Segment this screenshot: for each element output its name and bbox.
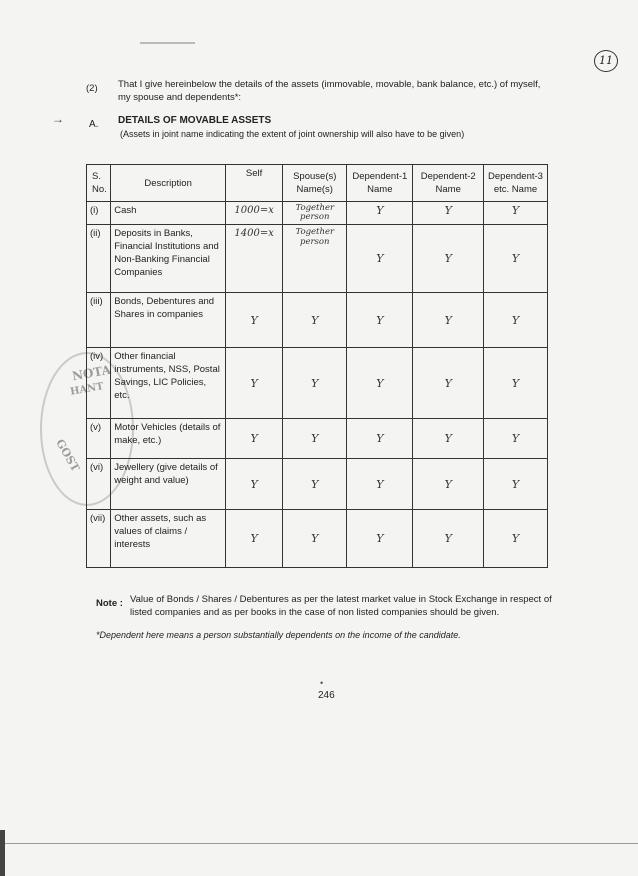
stamp-text-3: GOST bbox=[53, 437, 82, 474]
handwritten-dependent-1: Y bbox=[376, 376, 384, 390]
handwritten-dependent-3: Y bbox=[511, 477, 520, 491]
row-description: Bonds, Debentures and Shares in companies bbox=[111, 293, 226, 348]
handwritten-self: Y bbox=[250, 432, 258, 445]
handwritten-dependent-2: Y bbox=[444, 477, 452, 491]
row-sno: (i) bbox=[87, 202, 111, 225]
table-row bbox=[87, 459, 548, 510]
handwritten-spouse: Y bbox=[311, 376, 319, 390]
handwritten-dependent-2: Y bbox=[444, 432, 452, 445]
note-text: Value of Bonds / Shares / Debentures as per the latest market value in Stock Exchange in respect of listed companies and as per books in the case of non listed companies should be given. bbox=[130, 594, 552, 618]
page-number: 246 bbox=[318, 690, 335, 701]
row-description: Cash bbox=[111, 202, 226, 225]
handwritten-dependent-3: Y bbox=[511, 376, 520, 390]
handwritten-dependent-2: Y bbox=[444, 252, 452, 265]
table-row bbox=[87, 348, 548, 419]
row-sno: (ii) bbox=[87, 225, 111, 293]
handwritten-self: Y bbox=[250, 532, 258, 545]
row-description: Other financial instruments, NSS, Postal Savings, LIC Policies, etc. bbox=[111, 348, 226, 419]
handwritten-spouse: Y bbox=[311, 477, 319, 491]
section-letter: A. bbox=[89, 119, 99, 130]
stamp-text-2: HANT bbox=[69, 381, 105, 398]
row-sno: (iii) bbox=[87, 293, 111, 348]
handwritten-dependent-3: Y bbox=[511, 532, 520, 545]
header-description: Description bbox=[111, 165, 226, 202]
header-dependent-3: Dependent-3 etc. Name bbox=[483, 165, 547, 202]
table-row bbox=[87, 202, 548, 225]
handwritten-dependent-2: Y bbox=[444, 376, 452, 390]
table-row bbox=[87, 293, 548, 348]
header-dependent-2: Dependent-2 Name bbox=[413, 165, 484, 202]
handwritten-dependent-3: Y bbox=[511, 252, 520, 265]
header-spouse: Spouse(s) Name(s) bbox=[283, 165, 347, 202]
row-description: Motor Vehicles (details of make, etc.) bbox=[111, 419, 226, 459]
handwritten-spouse: Y bbox=[311, 532, 319, 545]
scan-smudge bbox=[140, 42, 195, 44]
row-description: Other assets, such as values of claims / interests bbox=[111, 510, 226, 568]
row-description: Deposits in Banks, Financial Institutions and Non-Banking Financial Companies bbox=[111, 225, 226, 293]
handwritten-self: 1000=x bbox=[234, 205, 274, 216]
dependent-footnote: *Dependent here means a person substantially dependents on the income of the candidate. bbox=[96, 630, 461, 640]
table-row bbox=[87, 419, 548, 459]
handwritten-dependent-1: Y bbox=[376, 313, 384, 327]
table-row bbox=[87, 510, 548, 568]
row-sno: (v) bbox=[87, 419, 111, 459]
handwritten-self: Y bbox=[250, 376, 258, 390]
section-title: DETAILS OF MOVABLE ASSETS bbox=[118, 115, 272, 126]
header-dependent-1: Dependent-1 Name bbox=[347, 165, 413, 202]
handwritten-dependent-3: Y bbox=[511, 204, 520, 217]
row-sno: (vii) bbox=[87, 510, 111, 568]
page-mark: • bbox=[320, 678, 324, 688]
scan-edge-line bbox=[0, 843, 638, 844]
movable-assets-table bbox=[86, 164, 548, 568]
handwritten-dependent-2: Y bbox=[444, 532, 452, 545]
note-label: Note : bbox=[96, 598, 123, 609]
handwritten-self: Y bbox=[250, 313, 258, 327]
row-sno: (iv) bbox=[87, 348, 111, 419]
handwritten-spouse: Y bbox=[311, 432, 319, 445]
paragraph-text: That I give hereinbelow the details of the assets (immovable, movable, bank balance, etc.) of myself, my spouse and dependents*: bbox=[118, 79, 541, 103]
header-sno: S. No. bbox=[87, 165, 111, 202]
circled-page-number: 11 bbox=[594, 50, 618, 72]
handwritten-dependent-3: Y bbox=[511, 432, 520, 445]
table-row bbox=[87, 225, 548, 293]
row-sno: (vi) bbox=[87, 459, 111, 510]
handwritten-dependent-2: Y bbox=[444, 313, 452, 327]
handwritten-dependent-1: Y bbox=[376, 252, 384, 265]
handwritten-dependent-1: Y bbox=[376, 532, 384, 545]
handwritten-dependent-1: Y bbox=[376, 204, 384, 217]
handwritten-self: 1400=x bbox=[234, 228, 274, 239]
handwritten-spouse: Together person bbox=[295, 227, 335, 247]
handwritten-self: Y bbox=[250, 477, 258, 491]
margin-arrow-mark: → bbox=[52, 112, 64, 126]
handwritten-dependent-3: Y bbox=[511, 313, 520, 327]
handwritten-dependent-2: Y bbox=[444, 204, 452, 217]
table-header-row bbox=[87, 165, 548, 202]
handwritten-spouse: Together person bbox=[295, 203, 335, 222]
header-self: Self bbox=[225, 165, 282, 202]
handwritten-dependent-1: Y bbox=[376, 477, 384, 491]
handwritten-dependent-1: Y bbox=[376, 432, 384, 445]
section-note: (Assets in joint name indicating the extent of joint ownership will also have to be given) bbox=[120, 129, 465, 139]
paragraph-label: (2) bbox=[86, 83, 98, 94]
row-description: Jewellery (give details of weight and value) bbox=[111, 459, 226, 510]
stamp-text-1: NOTA bbox=[71, 362, 112, 384]
scan-edge-bar bbox=[0, 830, 5, 876]
handwritten-spouse: Y bbox=[311, 313, 319, 327]
